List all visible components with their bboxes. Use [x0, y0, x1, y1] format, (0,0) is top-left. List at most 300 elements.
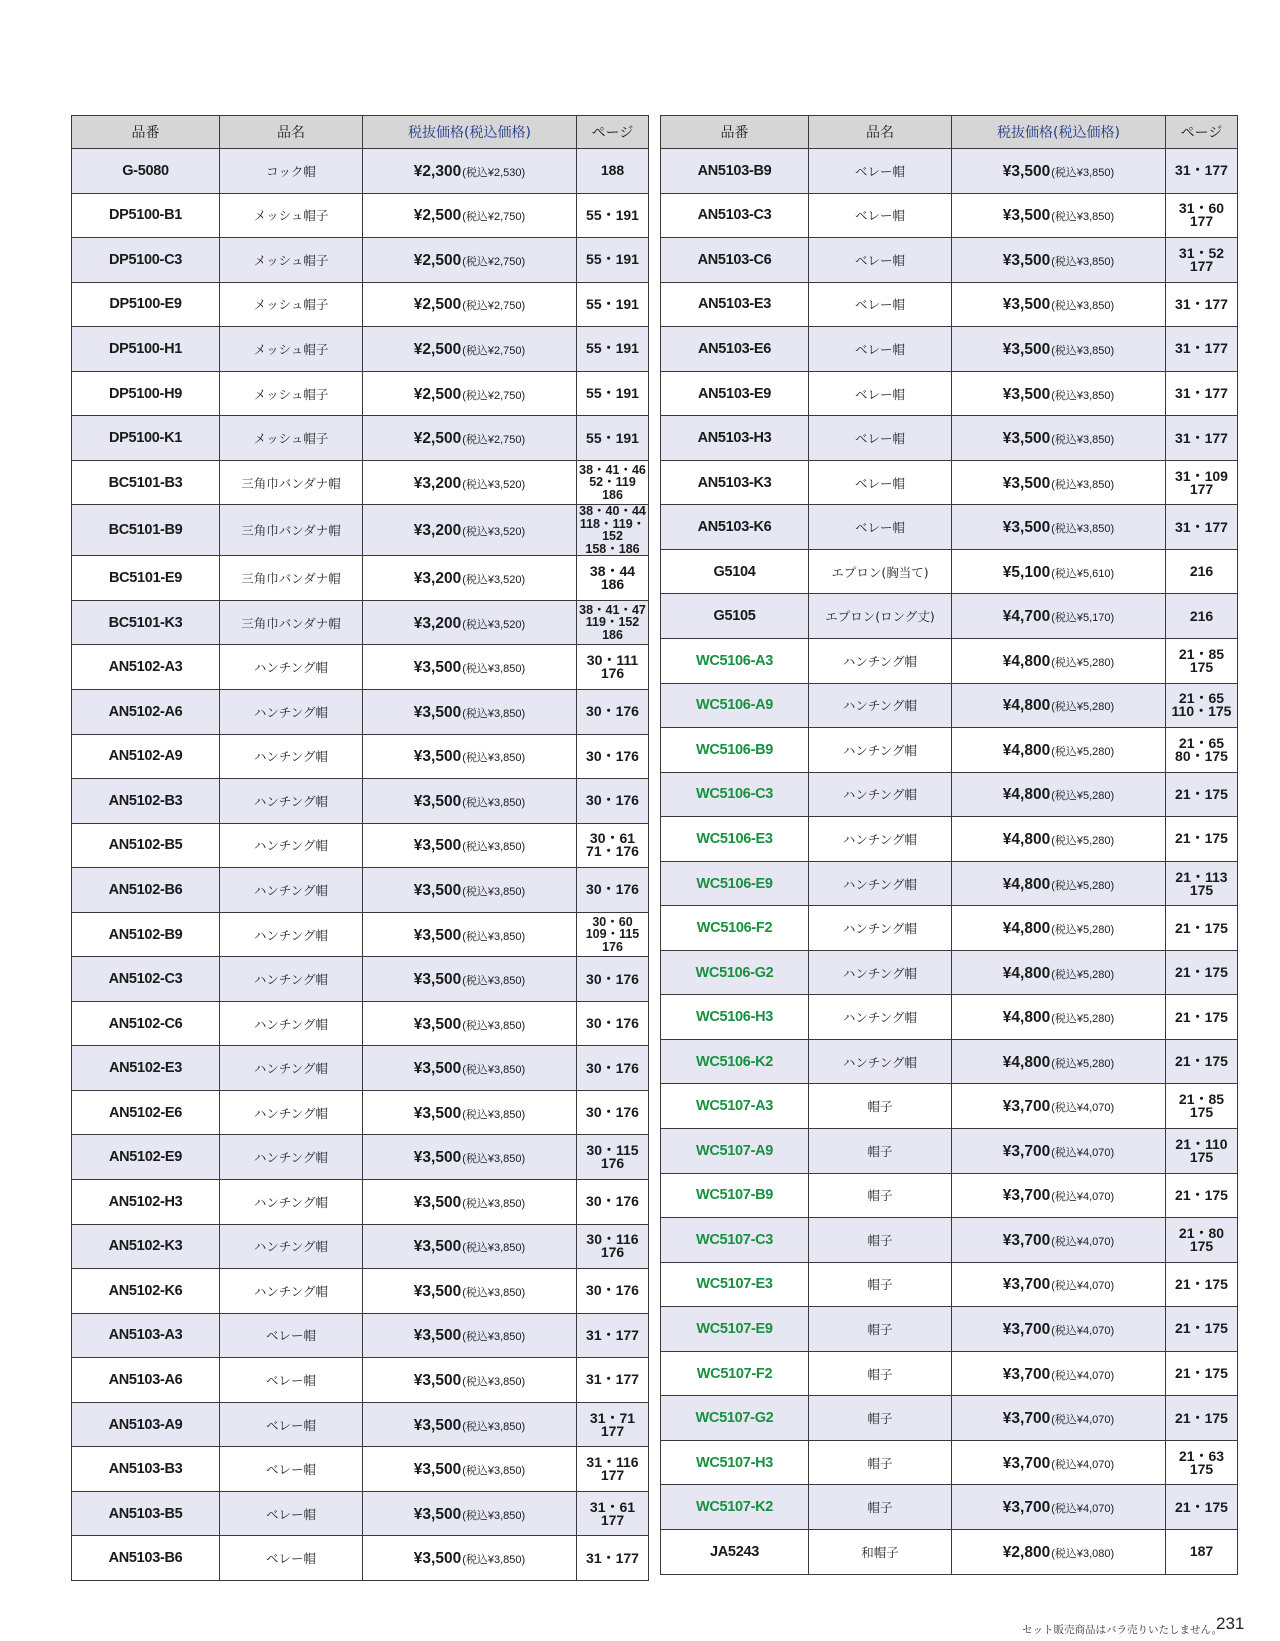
price-incl-tax: (税込¥2,750) [462, 344, 526, 357]
price-incl-tax: (税込¥2,530) [462, 166, 526, 179]
product-table-right [660, 115, 1238, 1575]
price-incl-tax: (税込¥3,850) [462, 1019, 526, 1032]
table-row [72, 1491, 649, 1536]
product-name: ベレー帽 [220, 1447, 363, 1492]
price-excl-tax: ¥3,500 [413, 1104, 462, 1122]
product-name: 和帽子 [809, 1529, 952, 1574]
header-name: 品名 [220, 116, 363, 149]
price-excl-tax: ¥3,500 [413, 1149, 462, 1167]
price-incl-tax: (税込¥4,070) [1051, 1146, 1115, 1159]
price-incl-tax: (税込¥3,850) [1051, 523, 1115, 536]
price-incl-tax: (税込¥5,280) [1051, 834, 1115, 847]
product-code: G-5080 [72, 149, 220, 194]
catalog-page-ref: 38・41・47 119・152 186 [577, 600, 649, 645]
product-code: WC5107-A9 [661, 1129, 809, 1174]
catalog-page-ref: 21・175 [1166, 906, 1238, 951]
product-name: ベレー帽 [809, 371, 952, 416]
product-code: G5105 [661, 594, 809, 639]
product-name: ベレー帽 [220, 1313, 363, 1358]
product-name: メッシュ帽子 [220, 238, 363, 283]
price-excl-tax: ¥3,200 [413, 474, 462, 492]
price-incl-tax: (税込¥4,070) [1051, 1503, 1115, 1516]
price-incl-tax: (税込¥4,070) [1051, 1414, 1115, 1427]
product-name: ハンチング帽 [220, 1180, 363, 1225]
table-row [72, 1358, 649, 1403]
catalog-page-ref: 21・175 [1166, 1351, 1238, 1396]
product-code: WC5106-H3 [661, 995, 809, 1040]
price-incl-tax: (税込¥3,850) [462, 930, 526, 943]
table-row [72, 1090, 649, 1135]
catalog-page-ref: 21・175 [1166, 1396, 1238, 1441]
product-name: ハンチング帽 [220, 1269, 363, 1314]
product-code: WC5107-E3 [661, 1262, 809, 1307]
product-price-cell [363, 193, 577, 238]
product-code: AN5103-E6 [661, 327, 809, 372]
product-code: WC5107-F2 [661, 1351, 809, 1396]
product-name: 帽子 [809, 1440, 952, 1485]
catalog-page-ref: 21・85 175 [1166, 1084, 1238, 1129]
price-incl-tax: (税込¥4,070) [1051, 1369, 1115, 1382]
table-row [661, 817, 1238, 862]
table-row [661, 995, 1238, 1040]
price-excl-tax: ¥3,200 [413, 522, 462, 540]
product-price-cell [363, 1358, 577, 1403]
header-page: ページ [577, 116, 649, 149]
product-name: ハンチング帽 [809, 772, 952, 817]
table-row [72, 1046, 649, 1091]
product-code: AN5102-K3 [72, 1224, 220, 1269]
table-body-right [661, 149, 1238, 1575]
catalog-page-ref: 55・191 [577, 282, 649, 327]
product-price-cell [952, 1351, 1166, 1396]
price-incl-tax: (税込¥3,850) [462, 1064, 526, 1077]
product-name: ベレー帽 [809, 149, 952, 194]
table-row [661, 149, 1238, 194]
table-row [661, 772, 1238, 817]
catalog-page-ref: 55・191 [577, 416, 649, 461]
product-code: WC5106-E3 [661, 817, 809, 862]
price-excl-tax: ¥4,800 [1002, 1053, 1051, 1071]
product-price-cell [363, 912, 577, 957]
product-code: WC5106-A9 [661, 683, 809, 728]
product-price-cell [952, 995, 1166, 1040]
price-incl-tax: (税込¥4,070) [1051, 1102, 1115, 1115]
table-row [72, 1447, 649, 1492]
price-incl-tax: (税込¥2,750) [462, 211, 526, 224]
product-price-cell [363, 868, 577, 913]
price-excl-tax: ¥3,500 [413, 881, 462, 899]
catalog-page-ref: 31・177 [1166, 416, 1238, 461]
price-incl-tax: (税込¥3,850) [462, 1242, 526, 1255]
price-incl-tax: (税込¥5,280) [1051, 701, 1115, 714]
product-name: ベレー帽 [220, 1491, 363, 1536]
table-row [661, 371, 1238, 416]
header-price: 税抜価格(税込価格) [952, 116, 1166, 149]
price-excl-tax: ¥2,800 [1002, 1543, 1051, 1561]
product-name: コック帽 [220, 149, 363, 194]
price-incl-tax: (税込¥3,520) [462, 574, 526, 587]
table-row [72, 1269, 649, 1314]
product-code: AN5103-B5 [72, 1491, 220, 1536]
table-row [72, 957, 649, 1002]
product-name: メッシュ帽子 [220, 327, 363, 372]
table-row [72, 1135, 649, 1180]
catalog-page-ref: 31・52 177 [1166, 238, 1238, 283]
product-name: ハンチング帽 [220, 868, 363, 913]
product-code: BC5101-B3 [72, 460, 220, 505]
product-name: メッシュ帽子 [220, 282, 363, 327]
price-excl-tax: ¥4,800 [1002, 875, 1051, 893]
product-price-cell [363, 823, 577, 868]
price-incl-tax: (税込¥3,850) [1051, 389, 1115, 402]
price-incl-tax: (税込¥2,750) [462, 255, 526, 268]
price-excl-tax: ¥3,500 [413, 1282, 462, 1300]
product-code: AN5103-K3 [661, 460, 809, 505]
price-incl-tax: (税込¥3,850) [1051, 211, 1115, 224]
product-name: ハンチング帽 [809, 1039, 952, 1084]
table-row [661, 549, 1238, 594]
product-code: WC5107-K2 [661, 1485, 809, 1530]
catalog-page-ref: 30・115 176 [577, 1135, 649, 1180]
catalog-page-ref: 31・177 [1166, 371, 1238, 416]
product-name: ベレー帽 [220, 1402, 363, 1447]
table-row [661, 1129, 1238, 1174]
product-price-cell [363, 690, 577, 735]
product-price-cell [952, 460, 1166, 505]
price-excl-tax: ¥3,500 [413, 1505, 462, 1523]
product-price-cell [952, 1173, 1166, 1218]
product-name: ハンチング帽 [220, 734, 363, 779]
table-body-left [72, 149, 649, 1581]
product-price-cell [363, 416, 577, 461]
product-code: AN5103-H3 [661, 416, 809, 461]
catalog-page-ref: 31・71 177 [577, 1402, 649, 1447]
price-excl-tax: ¥3,700 [1002, 1098, 1051, 1116]
product-name: ハンチング帽 [220, 1090, 363, 1135]
table-row [72, 282, 649, 327]
product-name: 帽子 [809, 1351, 952, 1396]
catalog-page-ref: 21・63 175 [1166, 1440, 1238, 1485]
product-price-cell [363, 1090, 577, 1135]
product-price-cell [363, 556, 577, 601]
catalog-page-ref: 38・41・46 52・119 186 [577, 460, 649, 505]
table-row [661, 1307, 1238, 1352]
product-price-cell [952, 861, 1166, 906]
table-row [661, 1262, 1238, 1307]
product-name: ハンチング帽 [809, 639, 952, 684]
price-incl-tax: (税込¥3,850) [462, 841, 526, 854]
table-row [661, 950, 1238, 995]
table-row [72, 193, 649, 238]
price-incl-tax: (税込¥3,850) [462, 885, 526, 898]
table-row [661, 906, 1238, 951]
product-code: AN5103-C6 [661, 238, 809, 283]
price-incl-tax: (税込¥2,750) [462, 300, 526, 313]
product-code: AN5103-B3 [72, 1447, 220, 1492]
price-incl-tax: (税込¥3,850) [462, 975, 526, 988]
price-incl-tax: (税込¥5,170) [1051, 612, 1115, 625]
catalog-page-ref: 21・113 175 [1166, 861, 1238, 906]
table-row [72, 416, 649, 461]
product-price-cell [952, 728, 1166, 773]
price-excl-tax: ¥3,500 [413, 792, 462, 810]
product-price-cell [952, 505, 1166, 550]
product-table-left [71, 115, 649, 1581]
price-excl-tax: ¥3,500 [413, 748, 462, 766]
product-name: ハンチング帽 [220, 645, 363, 690]
product-price-cell [952, 282, 1166, 327]
product-price-cell [363, 1491, 577, 1536]
product-price-cell [952, 1529, 1166, 1574]
catalog-page-ref: 31・177 [577, 1313, 649, 1358]
price-excl-tax: ¥4,800 [1002, 1009, 1051, 1027]
price-incl-tax: (税込¥5,280) [1051, 745, 1115, 758]
price-incl-tax: (税込¥4,070) [1051, 1458, 1115, 1471]
product-price-cell [363, 460, 577, 505]
catalog-page-ref: 188 [577, 149, 649, 194]
product-price-cell [363, 600, 577, 645]
table-row [72, 1313, 649, 1358]
product-code: AN5102-B3 [72, 779, 220, 824]
product-code: AN5102-C3 [72, 957, 220, 1002]
table-row [661, 1039, 1238, 1084]
price-incl-tax: (税込¥5,280) [1051, 656, 1115, 669]
product-code: WC5106-G2 [661, 950, 809, 995]
product-code: WC5107-E9 [661, 1307, 809, 1352]
product-price-cell [363, 149, 577, 194]
product-code: BC5101-E9 [72, 556, 220, 601]
table-row [661, 1084, 1238, 1129]
product-price-cell [363, 1269, 577, 1314]
catalog-page-ref: 30・176 [577, 734, 649, 779]
table-row [72, 779, 649, 824]
table-row [661, 1218, 1238, 1263]
product-code: WC5106-A3 [661, 639, 809, 684]
catalog-page-ref: 30・61 71・176 [577, 823, 649, 868]
product-name: メッシュ帽子 [220, 371, 363, 416]
catalog-page-ref: 30・176 [577, 868, 649, 913]
page-number: 231 [1216, 1614, 1245, 1633]
product-price-cell [952, 906, 1166, 951]
header-name: 品名 [809, 116, 952, 149]
product-name: ハンチング帽 [220, 912, 363, 957]
table-row [72, 1180, 649, 1225]
price-excl-tax: ¥3,500 [413, 1327, 462, 1345]
table-row [72, 327, 649, 372]
product-name: ハンチング帽 [809, 861, 952, 906]
product-price-cell [952, 950, 1166, 995]
table-row [661, 861, 1238, 906]
product-name: ハンチング帽 [220, 1224, 363, 1269]
table-row [72, 238, 649, 283]
product-name: メッシュ帽子 [220, 193, 363, 238]
product-price-cell [952, 1084, 1166, 1129]
product-code: AN5102-E3 [72, 1046, 220, 1091]
product-name: ハンチング帽 [809, 906, 952, 951]
product-price-cell [952, 817, 1166, 862]
product-price-cell [952, 1440, 1166, 1485]
product-code: AN5102-A6 [72, 690, 220, 735]
product-name: ハンチング帽 [809, 995, 952, 1040]
table-row [72, 912, 649, 957]
price-excl-tax: ¥2,300 [413, 162, 462, 180]
product-code: DP5100-E9 [72, 282, 220, 327]
price-incl-tax: (税込¥3,850) [462, 1108, 526, 1121]
catalog-page-ref: 30・176 [577, 1180, 649, 1225]
price-incl-tax: (税込¥3,520) [462, 618, 526, 631]
catalog-page-ref: 31・177 [577, 1536, 649, 1581]
product-code: WC5107-H3 [661, 1440, 809, 1485]
price-incl-tax: (税込¥3,850) [462, 1153, 526, 1166]
price-excl-tax: ¥3,500 [413, 926, 462, 944]
catalog-page-ref: 21・175 [1166, 772, 1238, 817]
product-price-cell [363, 327, 577, 372]
price-incl-tax: (税込¥5,280) [1051, 1013, 1115, 1026]
price-incl-tax: (税込¥3,850) [462, 1197, 526, 1210]
table-row [72, 1001, 649, 1046]
price-incl-tax: (税込¥4,070) [1051, 1324, 1115, 1337]
product-name: ハンチング帽 [220, 1135, 363, 1180]
product-code: DP5100-H1 [72, 327, 220, 372]
product-code: WC5106-F2 [661, 906, 809, 951]
price-excl-tax: ¥3,200 [413, 570, 462, 588]
price-incl-tax: (税込¥2,750) [462, 434, 526, 447]
product-code: AN5103-B6 [72, 1536, 220, 1581]
price-incl-tax: (税込¥3,850) [462, 752, 526, 765]
product-name: 帽子 [809, 1129, 952, 1174]
product-price-cell [952, 149, 1166, 194]
price-incl-tax: (税込¥5,280) [1051, 1057, 1115, 1070]
product-name: ハンチング帽 [809, 728, 952, 773]
product-name: 帽子 [809, 1307, 952, 1352]
price-incl-tax: (税込¥3,080) [1051, 1547, 1115, 1560]
product-name: ハンチング帽 [220, 1046, 363, 1091]
product-name: 三角巾バンダナ帽 [220, 460, 363, 505]
catalog-page-ref: 30・176 [577, 1046, 649, 1091]
catalog-page-ref: 187 [1166, 1529, 1238, 1574]
price-excl-tax: ¥3,500 [413, 1238, 462, 1256]
product-name: ハンチング帽 [220, 823, 363, 868]
price-incl-tax: (税込¥3,850) [1051, 434, 1115, 447]
product-name: ハンチング帽 [809, 683, 952, 728]
catalog-page-ref: 30・176 [577, 957, 649, 1002]
catalog-page-ref: 21・175 [1166, 1485, 1238, 1530]
price-incl-tax: (税込¥3,850) [1051, 344, 1115, 357]
product-price-cell [363, 1313, 577, 1358]
table-row [661, 238, 1238, 283]
product-name: 三角巾バンダナ帽 [220, 505, 363, 556]
price-excl-tax: ¥4,700 [1002, 608, 1051, 626]
product-code: WC5107-C3 [661, 1218, 809, 1263]
price-excl-tax: ¥3,500 [413, 1060, 462, 1078]
product-code: DP5100-C3 [72, 238, 220, 283]
product-price-cell [363, 1135, 577, 1180]
price-excl-tax: ¥4,800 [1002, 697, 1051, 715]
product-code: AN5102-B5 [72, 823, 220, 868]
footer-note: セット販売商品はバラ売りいたしません。 [1022, 1624, 1223, 1636]
price-excl-tax: ¥3,500 [413, 837, 462, 855]
price-excl-tax: ¥3,700 [1002, 1187, 1051, 1205]
catalog-page-ref: 31・109 177 [1166, 460, 1238, 505]
catalog-page-ref: 21・175 [1166, 817, 1238, 862]
catalog-page-ref: 31・177 [577, 1358, 649, 1403]
product-name: 帽子 [809, 1084, 952, 1129]
product-code: DP5100-B1 [72, 193, 220, 238]
product-name: ベレー帽 [220, 1536, 363, 1581]
price-excl-tax: ¥2,500 [413, 340, 462, 358]
product-price-cell [363, 645, 577, 690]
product-code: WC5107-A3 [661, 1084, 809, 1129]
table-row [661, 594, 1238, 639]
price-excl-tax: ¥3,700 [1002, 1142, 1051, 1160]
price-incl-tax: (税込¥5,280) [1051, 968, 1115, 981]
header-page: ページ [1166, 116, 1238, 149]
price-incl-tax: (税込¥4,070) [1051, 1191, 1115, 1204]
catalog-page-ref: 55・191 [577, 193, 649, 238]
product-name: ハンチング帽 [220, 1001, 363, 1046]
price-incl-tax: (税込¥3,850) [462, 1331, 526, 1344]
catalog-page-ref: 38・40・44 118・119・152 158・186 [577, 505, 649, 556]
price-incl-tax: (税込¥3,850) [462, 1286, 526, 1299]
catalog-page-ref: 30・176 [577, 1269, 649, 1314]
table-row [72, 149, 649, 194]
catalog-page-ref: 31・116 177 [577, 1447, 649, 1492]
product-name: ハンチング帽 [220, 690, 363, 735]
price-incl-tax: (税込¥5,280) [1051, 924, 1115, 937]
catalog-page-ref: 216 [1166, 549, 1238, 594]
product-name: エプロン(ロング丈) [809, 594, 952, 639]
table-row [72, 1224, 649, 1269]
product-name: 三角巾バンダナ帽 [220, 600, 363, 645]
price-excl-tax: ¥3,500 [1002, 519, 1051, 537]
product-price-cell [363, 957, 577, 1002]
product-name: エプロン(胸当て) [809, 549, 952, 594]
product-code: JA5243 [661, 1529, 809, 1574]
price-excl-tax: ¥3,500 [413, 971, 462, 989]
product-name: メッシュ帽子 [220, 416, 363, 461]
table-row [661, 282, 1238, 327]
price-excl-tax: ¥2,500 [413, 385, 462, 403]
price-incl-tax: (税込¥3,850) [1051, 300, 1115, 313]
product-price-cell [363, 1536, 577, 1581]
product-code: WC5106-E9 [661, 861, 809, 906]
product-name: ベレー帽 [809, 460, 952, 505]
product-price-cell [952, 1485, 1166, 1530]
product-code: WC5106-K2 [661, 1039, 809, 1084]
price-excl-tax: ¥2,500 [413, 430, 462, 448]
product-code: WC5106-B9 [661, 728, 809, 773]
catalog-page-ref: 21・175 [1166, 1039, 1238, 1084]
product-price-cell [952, 594, 1166, 639]
price-excl-tax: ¥3,700 [1002, 1499, 1051, 1517]
product-name: ハンチング帽 [809, 950, 952, 995]
product-price-cell [952, 1039, 1166, 1084]
price-incl-tax: (税込¥3,850) [462, 663, 526, 676]
table-row [661, 416, 1238, 461]
product-name: ハンチング帽 [220, 957, 363, 1002]
product-price-cell [952, 416, 1166, 461]
table-row [72, 823, 649, 868]
table-row [661, 460, 1238, 505]
product-price-cell [363, 505, 577, 556]
price-excl-tax: ¥2,500 [413, 207, 462, 225]
product-name: ハンチング帽 [809, 817, 952, 862]
price-incl-tax: (税込¥3,850) [462, 1375, 526, 1388]
price-excl-tax: ¥2,500 [413, 251, 462, 269]
catalog-page-ref: 21・65 80・175 [1166, 728, 1238, 773]
price-excl-tax: ¥3,500 [413, 659, 462, 677]
price-incl-tax: (税込¥5,610) [1051, 567, 1115, 580]
